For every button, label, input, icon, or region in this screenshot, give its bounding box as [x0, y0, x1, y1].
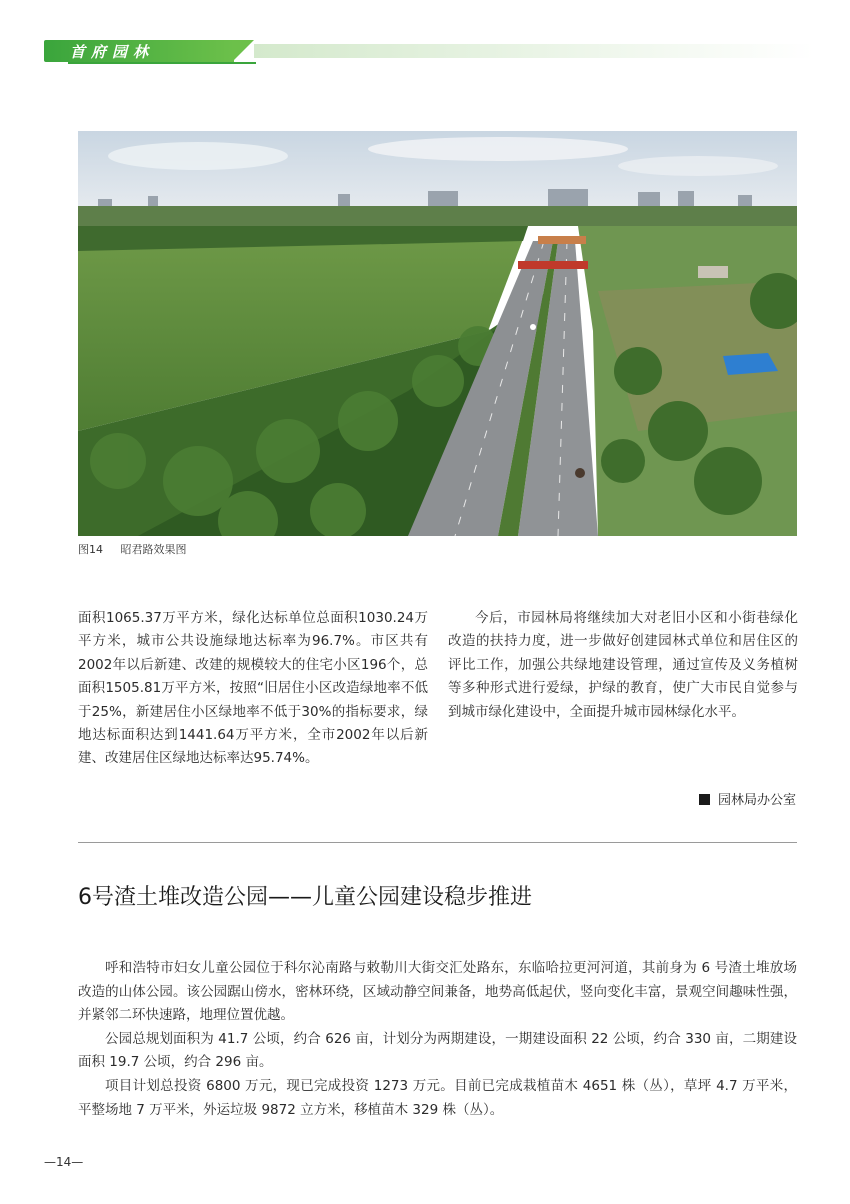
right-column: [448, 607, 798, 724]
article-paragraph: 项目计划总投资 6800 万元，现已完成投资 1273 万元。目前已完成栽植苗木 4651 株（丛），草坪 4.7 万平米，平整场地 7 万平米，外运垃圾 9872 立方米，移植苗木 329 株（丛）。: [78, 1077, 797, 1118]
signature: [699, 789, 796, 808]
section-title: 首府园林: [70, 43, 155, 61]
figure-title: 昭君路效果图: [120, 543, 187, 556]
figure-caption: [78, 541, 187, 557]
article-paragraph: 公园总规划面积为 41.7 公顷，约合 626 亩，计划分为两期建设，一期建设面积 22 公顷，约合 330 亩，二期建设面积 19.7 公顷，约合 296 亩。: [78, 1030, 797, 1071]
header-gradient-band: [254, 44, 814, 58]
square-bullet-icon: [699, 794, 710, 805]
figure-number: 图14: [78, 543, 103, 556]
article-body: [78, 957, 797, 1122]
section-divider: [78, 842, 797, 843]
right-column-text: 今后，市园林局将继续加大对老旧小区和小街巷绿化改造的扶持力度，进一步做好创建园林式单位和居住区的评比工作，加强公共绿地建设管理，通过宣传及义务植树等多种形式进行爱绿，护绿的教育，使广大市民自觉参与到城市绿化建设中，全面提升城市园林绿化水平。: [448, 610, 798, 720]
header-tab-edge: [232, 40, 254, 62]
signature-text: 园林局办公室: [717, 793, 796, 808]
article-paragraph: 呼和浩特市妇女儿童公园位于科尔沁南路与敕勒川大街交汇处路东，东临哈拉更河河道，其前身为 6 号渣土堆放场改造的山体公园。该公园踞山傍水，密林环绕，区域动静空间兼备，地势高低起伏，竖向变化丰富，景观空间趣味性强，并紧邻二环快速路，地理位置优越。: [78, 960, 797, 1024]
left-column-text: 面积1065.37万平方米，绿化达标单位总面积1030.24万平方米，城市公共设施绿地达标率为96.7%。市区共有2002年以后新建、改建的规模较大的住宅小区196个，总面积1505.81万平方米，按照“旧居住小区改造绿地率不低于25%，新建居住小区绿地率不低于30%的指标要求，绿地达标面积达到1441.64万平方米，全市2002年以后新建、改建居住区绿地达标率达95.74%。: [78, 610, 428, 767]
page-number: —14—: [44, 1155, 84, 1169]
aerial-road-photo: [78, 131, 797, 536]
header-underline: [68, 62, 256, 64]
article-headline: 6号渣土堆改造公园——儿童公园建设稳步推进: [78, 885, 532, 910]
left-column: [78, 607, 428, 771]
section-header: [44, 40, 804, 66]
